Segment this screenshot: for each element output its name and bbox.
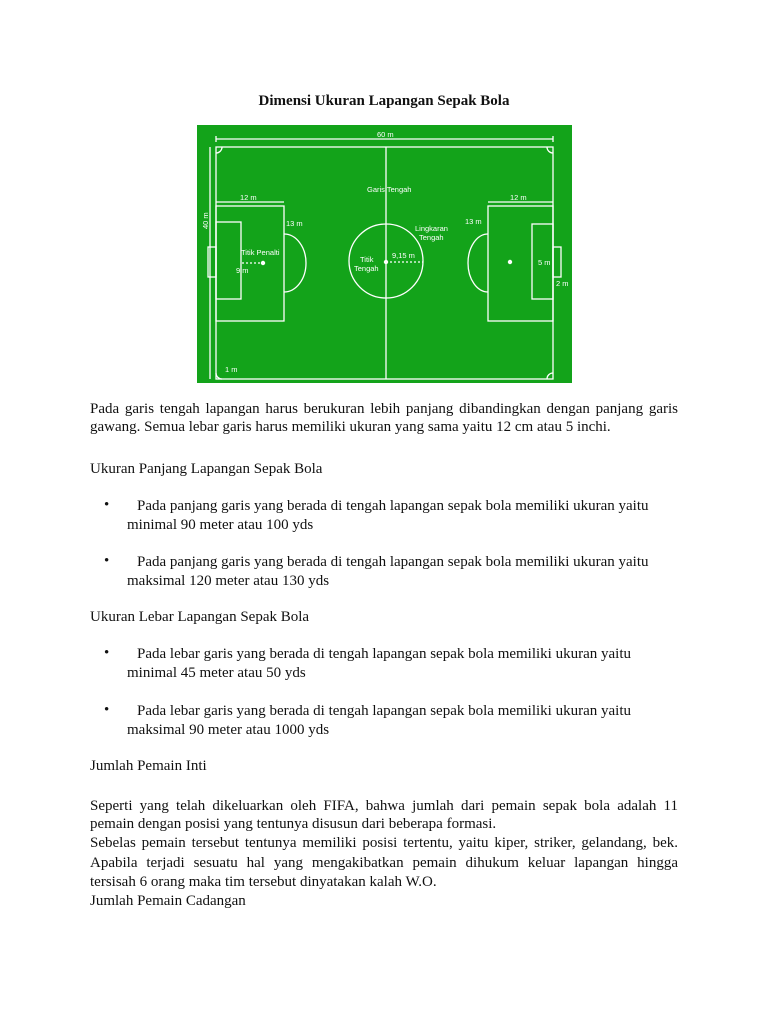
label-goal-area: 5 m <box>538 258 551 267</box>
label-goal-depth: 2 m <box>556 279 569 288</box>
penalty-spot-left <box>261 261 265 265</box>
paragraph-line: Sebelas pemain tersebut tentunya memiliki posisi tertentu, yaitu kiper, striker, gelandang, bek. <box>90 835 678 851</box>
section-heading-players: Jumlah Pemain Inti <box>90 758 207 774</box>
bullet-marker: • <box>104 645 110 661</box>
label-center-spot-2: Tengah <box>354 264 379 273</box>
label-center-line: Garis Tengah <box>367 185 412 194</box>
document-title: Dimensi Ukuran Lapangan Sepak Bola <box>258 93 510 109</box>
paragraph-line: Apabila terjadi sesuatu hal yang mengakibatkan pemain dihukum keluar lapangan hingga <box>90 855 678 871</box>
list-item: Pada lebar garis yang berada di tengah lapangan sepak bola memiliki ukuran yaitu maksimal 90 meter atau 1000 yds <box>127 703 631 738</box>
label-penalty-spot: Titik Penalti <box>241 248 280 257</box>
bullet-marker: • <box>104 553 110 569</box>
list-item: Pada lebar garis yang berada di tengah lapangan sepak bola memiliki ukuran yaitu minimal 45 meter atau 50 yds <box>127 646 631 681</box>
section-heading-width: Ukuran Lebar Lapangan Sepak Bola <box>90 609 310 625</box>
label-penalty-depth-right: 13 m <box>465 217 482 226</box>
section-heading-subs: Jumlah Pemain Cadangan <box>90 893 246 909</box>
list-item: Pada panjang garis yang berada di tengah lapangan sepak bola memiliki ukuran yaitu minimal 90 meter atau 100 yds <box>127 498 649 533</box>
label-center-spot-1: Titik <box>360 255 374 264</box>
paragraph-line: pemain dengan posisi yang tentunya disusun dari beberapa formasi. <box>90 816 497 832</box>
soccer-field-diagram <box>197 125 572 383</box>
paragraph-line: Seperti yang telah dikeluarkan oleh FIFA, bahwa jumlah dari pemain sepak bola adalah 11 <box>90 798 678 814</box>
label-penalty-depth-left: 13 m <box>286 219 303 228</box>
label-penalty-width-left: 12 m <box>240 193 257 202</box>
intro-line-2: gawang. Semua lebar garis harus memiliki ukuran yang sama yaitu 12 cm atau 5 inchi. <box>90 419 611 435</box>
intro-line-1: Pada garis tengah lapangan harus berukuran lebih panjang dibandingkan dengan panjang garis <box>90 401 678 417</box>
penalty-spot-right <box>508 260 512 264</box>
label-center-radius: 9,15 m <box>392 251 415 260</box>
paragraph-line: tersisah 6 orang maka tim tersebut dinyatakan kalah W.O. <box>90 874 437 890</box>
label-corner: 1 m <box>225 365 238 374</box>
label-penalty-width-right: 12 m <box>510 193 527 202</box>
bullet-marker: • <box>104 702 110 718</box>
bullet-marker: • <box>104 497 110 513</box>
label-total-length: 60 m <box>377 130 394 139</box>
center-spot <box>384 260 388 264</box>
label-penalty-distance: 9 m <box>236 266 249 275</box>
list-item: Pada panjang garis yang berada di tengah lapangan sepak bola memiliki ukuran yaitu maksimal 120 meter atau 130 yds <box>127 554 649 589</box>
section-heading-length: Ukuran Panjang Lapangan Sepak Bola <box>90 461 323 477</box>
label-center-circle-2: Tengah <box>419 233 444 242</box>
label-total-width: 40 m <box>201 212 210 229</box>
label-center-circle-1: Lingkaran <box>415 224 448 233</box>
